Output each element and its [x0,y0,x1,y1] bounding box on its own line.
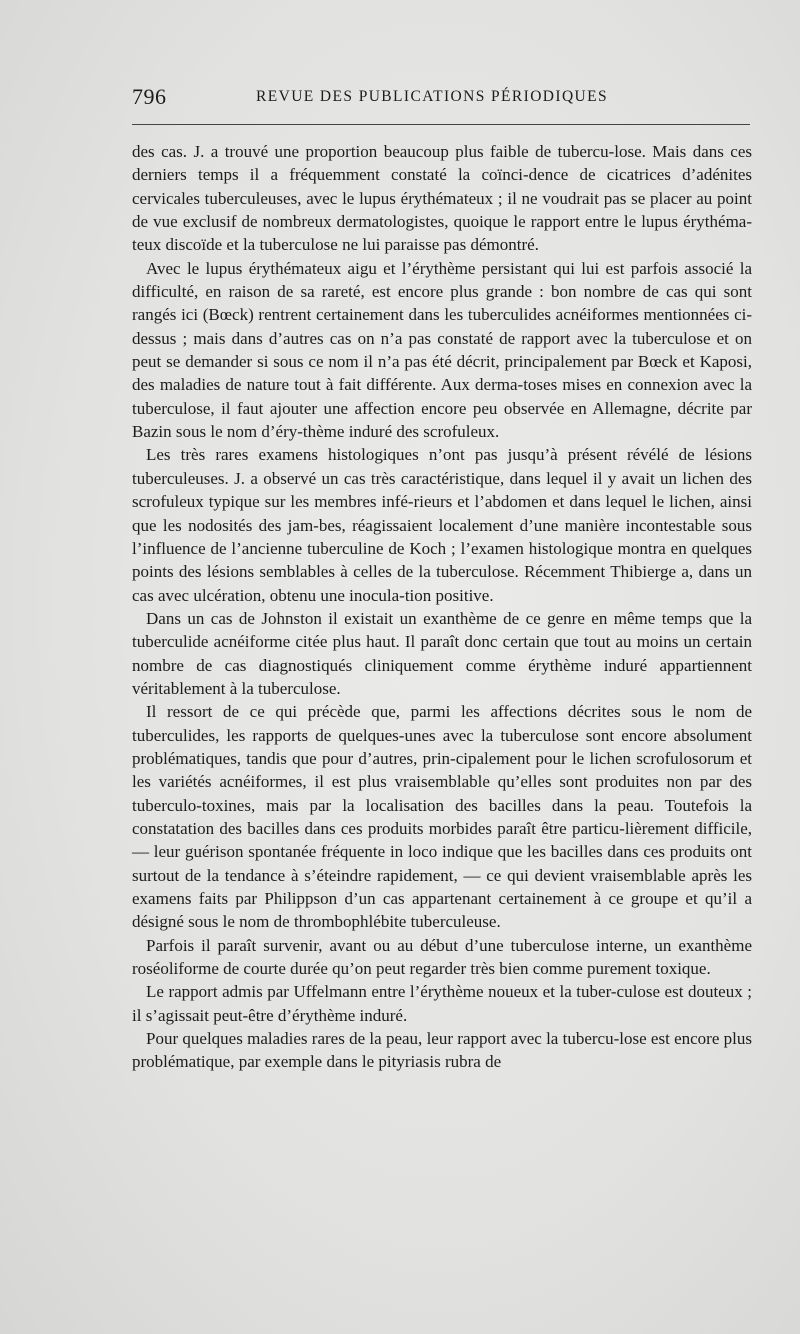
paragraph: Avec le lupus érythémateux aigu et l’érythème persistant qui lui est parfois associé la difficulté, en raison de sa rareté, est encore plus grande : bon nombre de cas qui sont rangés ici (Bœck) rentrent certainement dans les tuberculides acnéiformes mentionnées ci-dessus ; mais dans d’autres cas on n’a pas constaté de rapport avec la tuberculose et on peut se demander si sous ce nom il n’a pas été décrit, principalement par Bœck et Kaposi, des maladies de nature tout à fait différente. Aux derma-toses mises en connexion avec la tuberculose, il faut ajouter une affection encore peu observée en Allemagne, décrite par Bazin sous le nom d’éry-thème induré des scrofuleux. [132,258,752,442]
running-title: REVUE DES PUBLICATIONS PÉRIODIQUES [256,88,609,105]
paragraph: Le rapport admis par Uffelmann entre l’érythème noueux et la tuber-culose est douteux ; il s’agissait peut-être d’érythème induré. [132,982,752,1025]
paragraph: Il ressort de ce qui précède que, parmi les affections décrites sous le nom de tuberculides, les rapports de quelques-unes avec la tuberculose sont encore absolument problématiques, tandis que pour d’autres, prin-cipalement pour le lichen scrofulosorum et les variétés acnéiformes, il est plus vraisemblable qu’elles sont produites non par des tuberculo-toxines, mais par la localisation des bacilles dans la peau. Toutefois la constatation des bacilles dans ces produits morbides paraît être particu-lièrement difficile, — leur guérison spontanée fréquente in loco indique que les bacilles dans ces produits ont surtout de la tendance à s’éteindre rapidement, — ce qui devient vraisemblable après les examens faits par Philippson d’un cas appartenant certainement à ce groupe et qu’il a désigné sous le nom de thrombophlébite tuberculeuse. [132,702,752,932]
header-rule [132,124,750,125]
paragraph: Dans un cas de Johnston il existait un exanthème de ce genre en même temps que la tuberculide acnéiforme citée plus haut. Il paraît donc certain que tout au moins un certain nombre de cas diagnostiqués cliniquement comme érythème induré appartiennent véritablement à la tuberculose. [132,608,752,698]
page-header [132,80,752,112]
paragraph: des cas. J. a trouvé une proportion beaucoup plus faible de tubercu-lose. Mais dans ces derniers temps il a fréquemment constaté la coïnci-dence de cicatrices d’adénites cervicales tuberculeuses, avec le lupus érythémateux ; il ne voudrait pas se placer au point de vue exclusif de nombreux dermatologistes, quoique le rapport entre le lupus érythéma-teux discoïde et la tuberculose ne lui paraisse pas démontré. [132,142,752,255]
page-number: 796 [132,84,167,109]
paragraph: Parfois il paraît survenir, avant ou au début d’une tuberculose interne, un exanthème roséoliforme de courte durée qu’on peut regarder très bien comme purement toxique. [132,935,752,979]
paragraph: Les très rares examens histologiques n’ont pas jusqu’à présent révélé de lésions tuberculeuses. J. a observé un cas très caractéristique, dans lequel il y avait un lichen des scrofuleux typique sur les membres infé-rieurs et l’abdomen et dans lequel le lichen, ainsi que les nodosités des jam-bes, réagissaient localement d’une manière incontestable sous l’influence de l’ancienne tuberculine de Koch ; l’examen histologique montra en quelques points des lésions semblables à celles de la tuberculose. Récemment Thibierge a, dans un cas avec ulcération, obtenu une inocula-tion positive. [132,445,752,605]
paragraph: Pour quelques maladies rares de la peau, leur rapport avec la tubercu-lose est encore plus problématique, par exemple dans le pityriasis rubra de [132,1029,752,1072]
body-text [132,140,752,1074]
